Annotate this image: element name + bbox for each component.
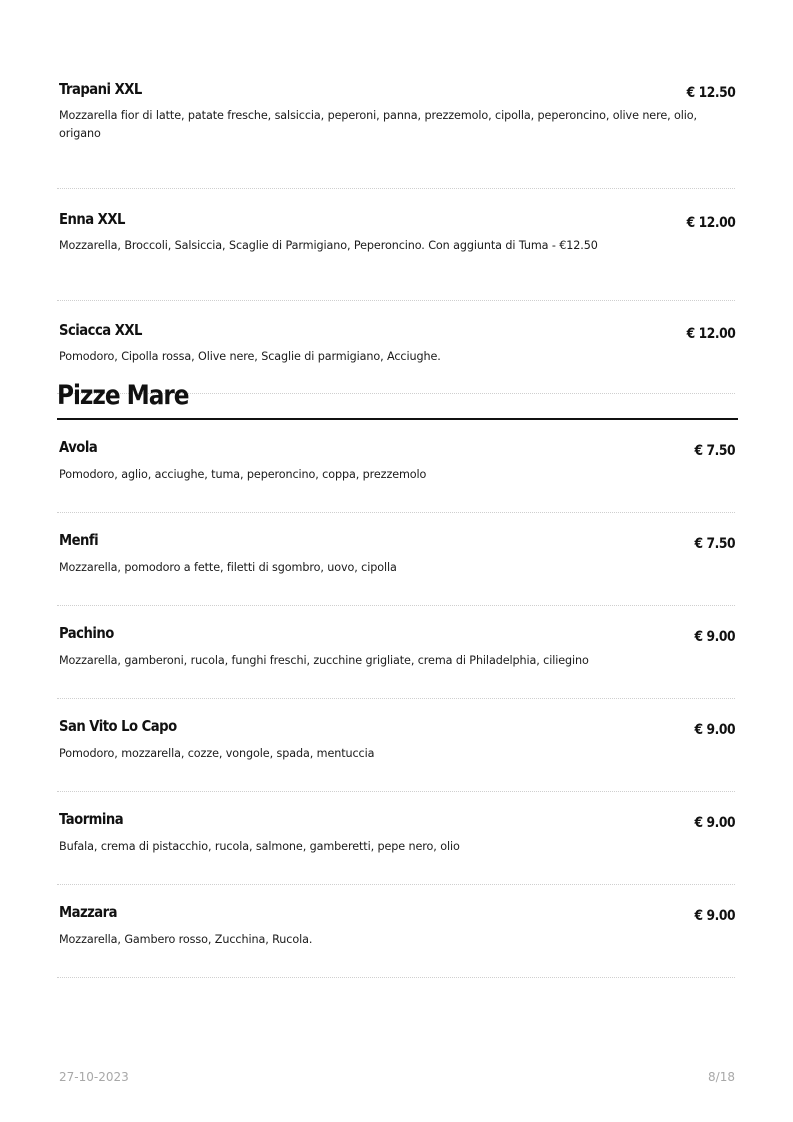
menu-item bbox=[57, 792, 735, 885]
item-name: Sciacca XXL bbox=[59, 321, 142, 339]
item-name: Enna XXL bbox=[59, 210, 125, 228]
item-description: Mozzarella, Gambero rosso, Zucchina, Rucola. bbox=[59, 933, 313, 946]
item-description: Pomodoro, Cipolla rossa, Olive nere, Scaglie di parmigiano, Acciughe. bbox=[59, 350, 441, 363]
item-description: Mozzarella fior di latte, patate fresche, salsiccia, peperoni, panna, prezzemolo, cipolla, peperoncino, olive nere, olio, origano bbox=[59, 109, 697, 140]
menu-item bbox=[57, 606, 735, 699]
item-description: Mozzarella, pomodoro a fette, filetti di sgombro, uovo, cipolla bbox=[59, 561, 397, 574]
item-name: Trapani XXL bbox=[59, 80, 142, 98]
footer-page-number: 8/18 bbox=[708, 1070, 735, 1084]
menu-item bbox=[57, 885, 735, 978]
item-name: Avola bbox=[59, 438, 98, 456]
item-description: Mozzarella, Broccoli, Salsiccia, Scaglie di Parmigiano, Peperoncino. Con aggiunta di Tuma - €12.50 bbox=[59, 239, 598, 252]
footer-date: 27-10-2023 bbox=[59, 1070, 129, 1084]
section-title: Pizze Mare bbox=[57, 380, 189, 411]
menu-item bbox=[57, 699, 735, 792]
section-heading-pizze-mare bbox=[57, 380, 738, 420]
menu-item bbox=[57, 513, 735, 606]
item-price: € 9.00 bbox=[694, 629, 735, 645]
item-description: Bufala, crema di pistacchio, rucola, salmone, gamberetti, pepe nero, olio bbox=[59, 840, 460, 853]
item-price: € 9.00 bbox=[694, 908, 735, 924]
pizze-mare-list bbox=[57, 420, 735, 978]
item-name: San Vito Lo Capo bbox=[59, 717, 177, 735]
item-name: Taormina bbox=[59, 810, 124, 828]
item-name: Menfi bbox=[59, 531, 99, 549]
menu-item bbox=[57, 78, 735, 189]
item-description: Pomodoro, aglio, acciughe, tuma, peperoncino, coppa, prezzemolo bbox=[59, 468, 427, 481]
item-name: Mazzara bbox=[59, 903, 118, 921]
item-price: € 7.50 bbox=[694, 443, 735, 459]
item-price: € 9.00 bbox=[694, 815, 735, 831]
item-price: € 7.50 bbox=[694, 536, 735, 552]
item-price: € 12.50 bbox=[686, 85, 735, 101]
xxl-pizza-list bbox=[57, 78, 735, 394]
item-description: Pomodoro, mozzarella, cozze, vongole, spada, mentuccia bbox=[59, 747, 375, 760]
item-description: Mozzarella, gamberoni, rucola, funghi freschi, zucchine grigliate, crema di Philadelphia, ciliegino bbox=[59, 654, 589, 667]
menu-item bbox=[57, 420, 735, 513]
item-price: € 9.00 bbox=[694, 722, 735, 738]
menu-item bbox=[57, 208, 735, 301]
item-name: Pachino bbox=[59, 624, 114, 642]
item-price: € 12.00 bbox=[686, 326, 735, 342]
item-price: € 12.00 bbox=[686, 215, 735, 231]
